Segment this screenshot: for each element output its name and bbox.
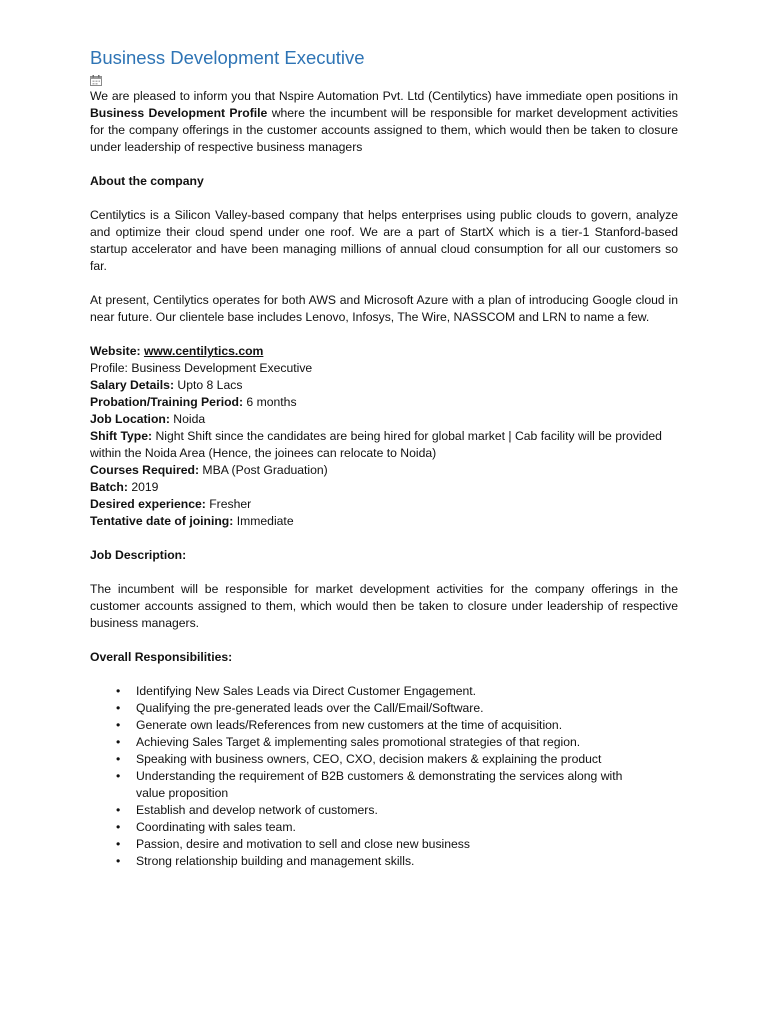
job-description-heading: Job Description: <box>90 548 187 562</box>
intro-text-rest: where the incumbent will be responsible for market development activities for the company offerings in the customer accounts assigned to them, which would then be taken to closure under leadership of respective business managers <box>90 106 678 154</box>
list-item: • Establish and develop network of customers. <box>136 802 678 819</box>
intro-paragraph <box>90 88 678 156</box>
about-paragraph-2: At present, Centilytics operates for both AWS and Microsoft Azure with a plan of introducing Google cloud in near future. Our clientele base includes Lenovo, Infosys, The Wire, NASSCOM and LRN to name a few. <box>90 293 678 324</box>
list-item: • Achieving Sales Target & implementing sales promotional strategies of that region. <box>136 734 678 751</box>
calendar-icon <box>90 75 102 86</box>
list-item: • Understanding the requirement of B2B customers & demonstrating the services along with value proposition <box>136 768 678 802</box>
list-item: • Speaking with business owners, CEO, CXO, decision makers & explaining the product <box>136 751 678 768</box>
probation-line: Probation/Training Period: 6 months <box>90 395 297 409</box>
list-item: • Qualifying the pre-generated leads over the Call/Email/Software. <box>136 700 678 717</box>
intro-text: We are pleased to inform you that Nspire Automation Pvt. Ltd (Centilytics) have immediate open positions in <box>90 89 678 103</box>
courses-line: Courses Required: MBA (Post Graduation) <box>90 463 328 477</box>
page-title: Business Development Executive <box>90 47 365 68</box>
about-heading: About the company <box>90 174 204 188</box>
experience-line: Desired experience: Fresher <box>90 497 252 511</box>
salary-line: Salary Details: Upto 8 Lacs <box>90 378 243 392</box>
shift-line: Shift Type: Night Shift since the candidates are being hired for global market | Cab facility will be provided within the Noida Area (Hence, the joinees can relocate to Noida) <box>90 429 662 460</box>
list-item: • Generate own leads/References from new customers at the time of acquisition. <box>136 717 678 734</box>
location-line: Job Location: Noida <box>90 412 206 426</box>
intro-profile-bold: Business Development Profile <box>90 106 268 120</box>
profile-line: Profile: Business Development Executive <box>90 361 313 375</box>
list-item: • Strong relationship building and management skills. <box>136 853 678 870</box>
list-item: • Identifying New Sales Leads via Direct Customer Engagement. <box>136 683 678 700</box>
responsibilities-heading: Overall Responsibilities: <box>90 650 233 664</box>
about-paragraph-1: Centilytics is a Silicon Valley-based company that helps enterprises using public clouds to govern, analyze and optimize their cloud spend under one roof. We are a part of StartX which is a tier-1 Stanford-based startup accelerator and have been managing millions of annual cloud consumption for all our customers so far. <box>90 208 678 273</box>
batch-line: Batch: 2019 <box>90 480 159 494</box>
list-item: • Coordinating with sales team. <box>136 819 678 836</box>
list-item: • Passion, desire and motivation to sell and close new business <box>136 836 678 853</box>
job-details <box>90 343 678 530</box>
joining-line: Tentative date of joining: Immediate <box>90 514 294 528</box>
job-description-text: The incumbent will be responsible for market development activities for the company offerings in the customer accounts assigned to them, which would then be taken to closure under leadership of respective business managers. <box>90 582 678 630</box>
website-line: Website: www.centilytics.com <box>90 344 264 358</box>
responsibilities-list <box>90 683 678 870</box>
website-link[interactable]: www.centilytics.com <box>143 344 264 358</box>
